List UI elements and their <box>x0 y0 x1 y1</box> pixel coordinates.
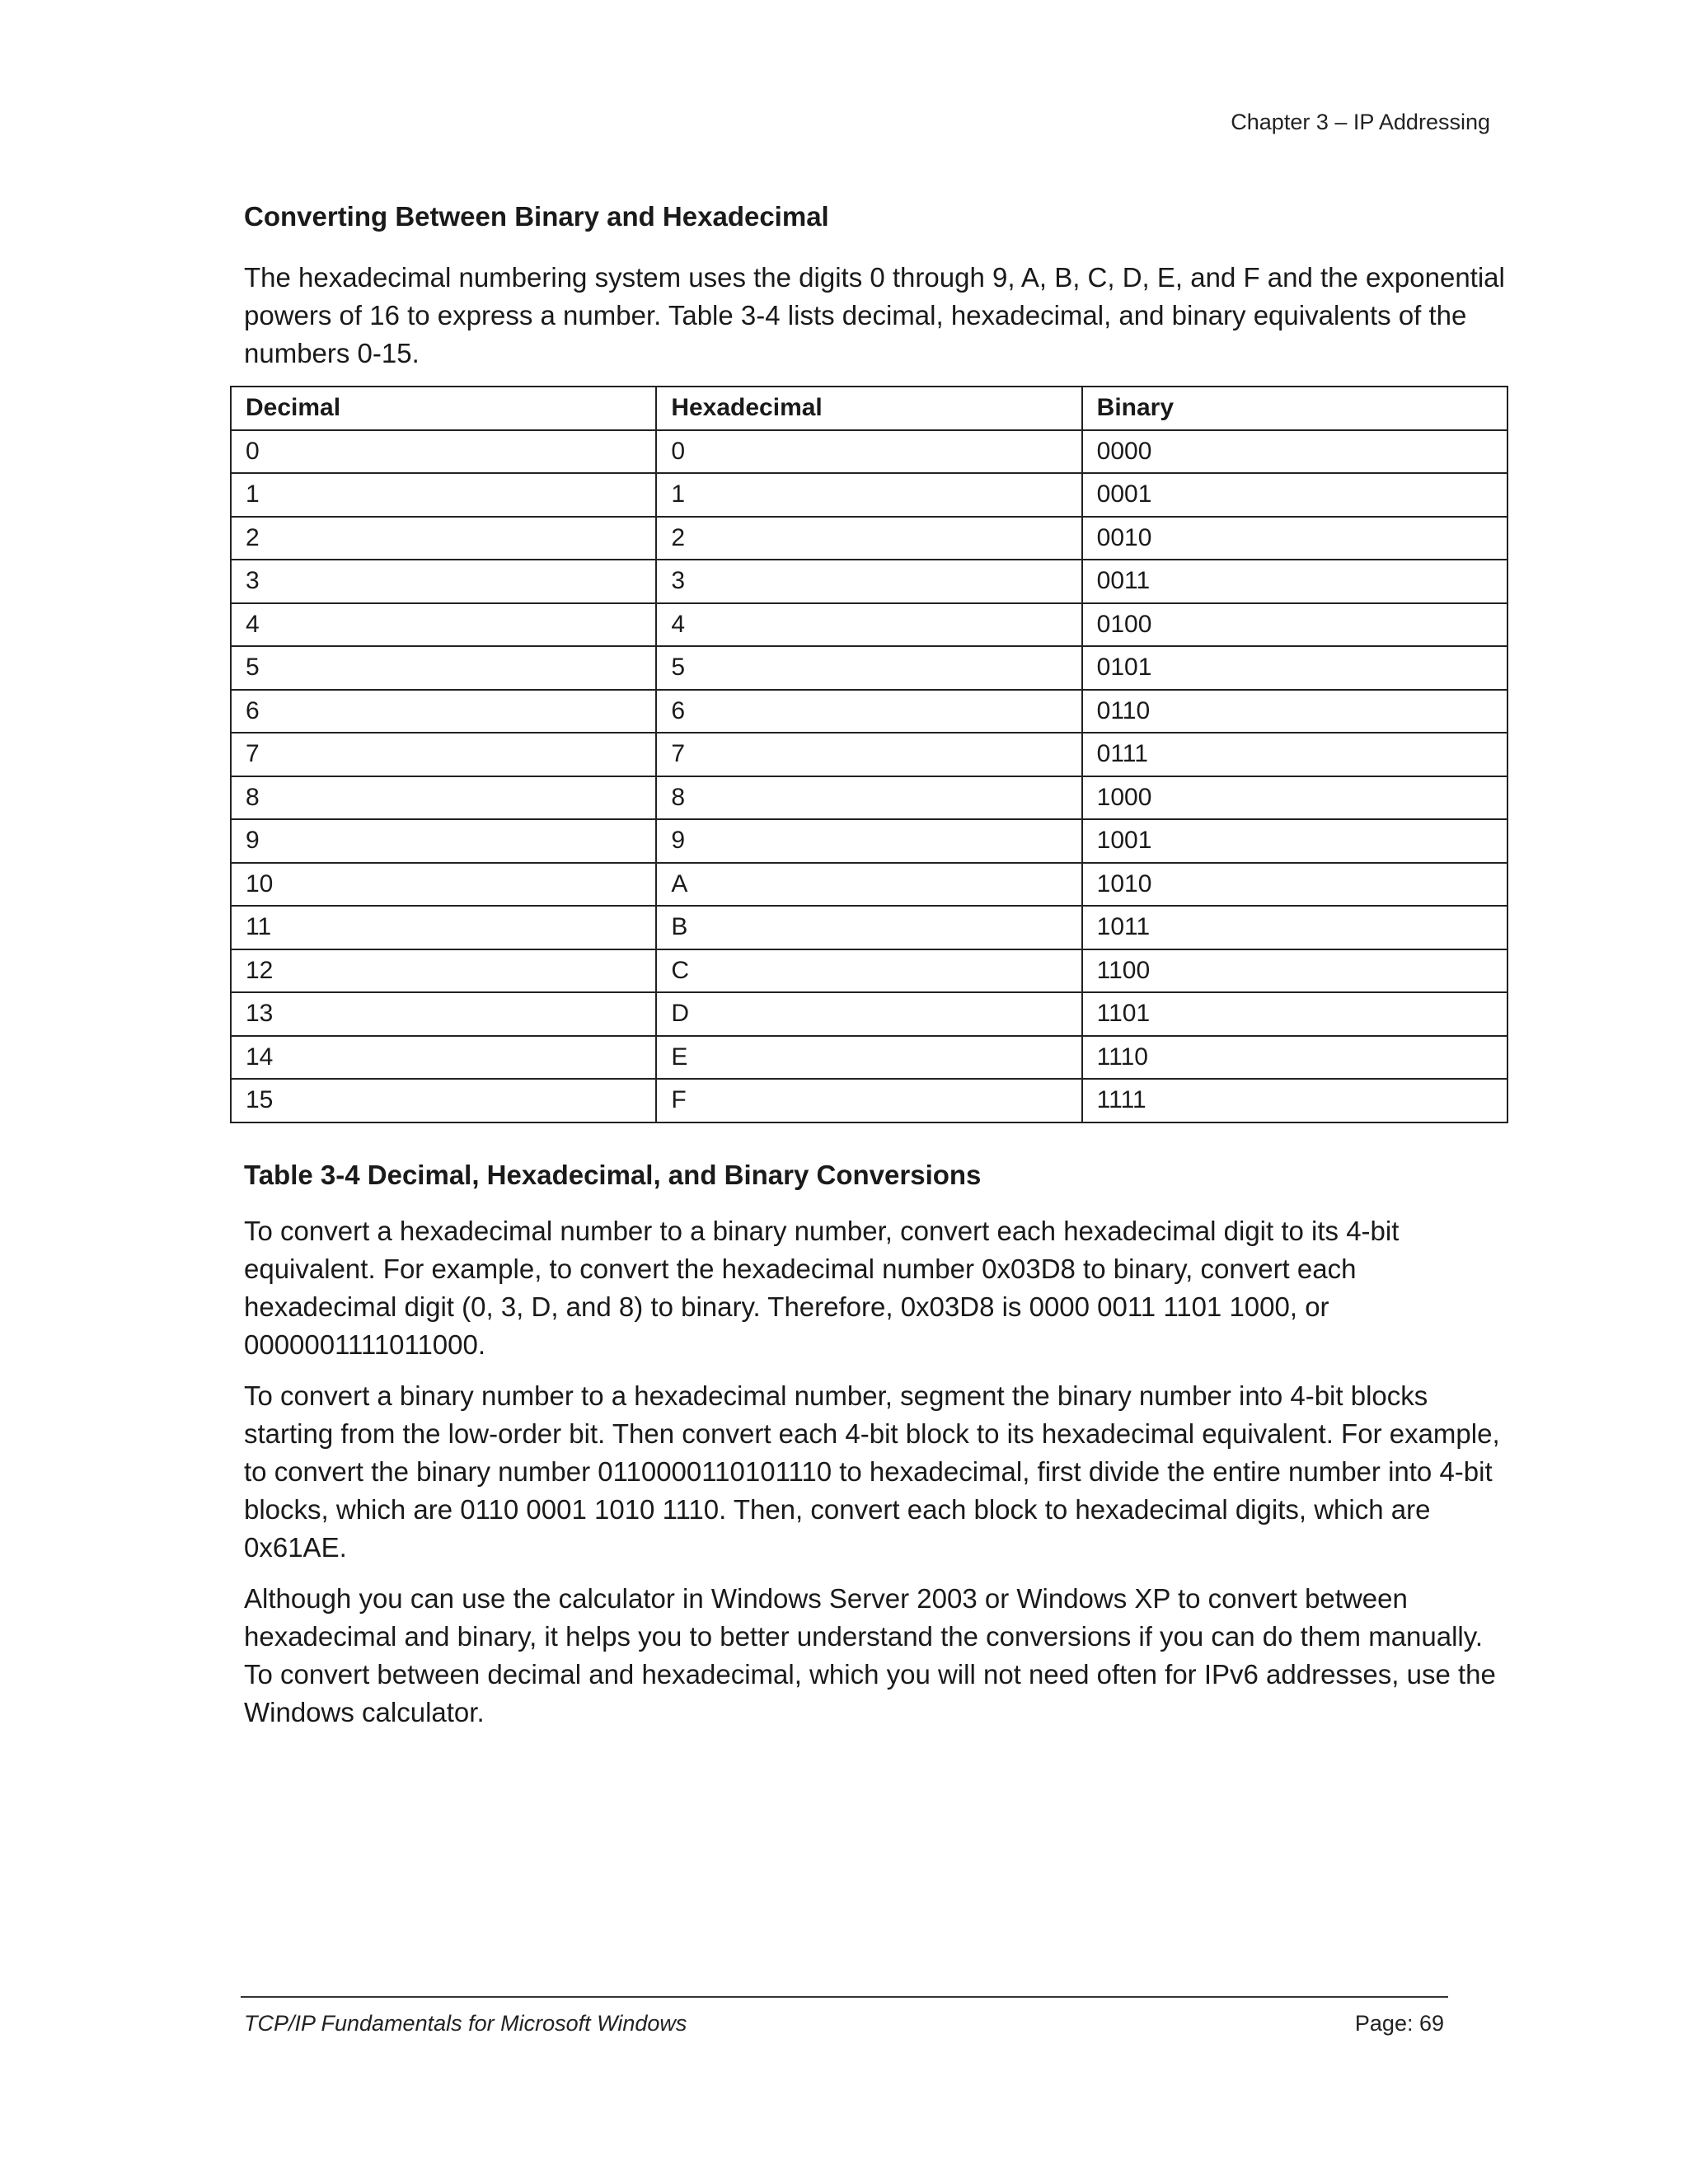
cell-hexadecimal: 0 <box>656 430 1081 474</box>
table-row <box>231 992 1507 1036</box>
page-content <box>244 198 1513 1745</box>
table-body <box>231 430 1507 1122</box>
cell-binary: 0100 <box>1082 603 1507 647</box>
footer-page-number: Page: 69 <box>1354 2011 1444 2036</box>
table-row <box>231 949 1507 993</box>
table-row <box>231 906 1507 949</box>
cell-binary: 1001 <box>1082 819 1507 863</box>
cell-binary: 1100 <box>1082 949 1507 993</box>
cell-binary: 1111 <box>1082 1079 1507 1122</box>
cell-binary: 0001 <box>1082 473 1507 517</box>
table-row <box>231 819 1507 863</box>
cell-binary: 0111 <box>1082 733 1507 776</box>
cell-decimal: 13 <box>231 992 656 1036</box>
table-row <box>231 776 1507 820</box>
table-caption: Table 3-4 Decimal, Hexadecimal, and Binary Conversions <box>244 1159 982 1190</box>
cell-decimal: 6 <box>231 690 656 733</box>
cell-hexadecimal: 3 <box>656 560 1081 603</box>
cell-binary: 0011 <box>1082 560 1507 603</box>
header-hexadecimal: Hexadecimal <box>656 387 1081 430</box>
cell-decimal: 11 <box>231 906 656 949</box>
header-decimal: Decimal <box>231 387 656 430</box>
cell-hexadecimal: C <box>656 949 1081 993</box>
table-row <box>231 1036 1507 1080</box>
table-row <box>231 863 1507 907</box>
cell-binary: 0101 <box>1082 646 1507 690</box>
table-row <box>231 603 1507 647</box>
cell-hexadecimal: 6 <box>656 690 1081 733</box>
calculator-paragraph: Although you can use the calculator in Windows Server 2003 or Windows XP to convert between hexadecimal and binary, it helps you to better understand the conversions if you can do them manually. To convert between decimal and hexadecimal, which you will not need often for IPv6 addresses, use the Windows calculator. <box>244 1582 1496 1727</box>
cell-binary: 0110 <box>1082 690 1507 733</box>
cell-decimal: 15 <box>231 1079 656 1122</box>
cell-hexadecimal: 1 <box>656 473 1081 517</box>
cell-decimal: 14 <box>231 1036 656 1080</box>
cell-binary: 0010 <box>1082 517 1507 560</box>
cell-decimal: 5 <box>231 646 656 690</box>
cell-decimal: 3 <box>231 560 656 603</box>
cell-decimal: 0 <box>231 430 656 474</box>
cell-hexadecimal: A <box>656 863 1081 907</box>
cell-binary: 1101 <box>1082 992 1507 1036</box>
cell-binary: 1011 <box>1082 906 1507 949</box>
cell-hexadecimal: B <box>656 906 1081 949</box>
footer-book-title: TCP/IP Fundamentals for Microsoft Windows <box>244 2011 687 2036</box>
cell-binary: 0000 <box>1082 430 1507 474</box>
table-row <box>231 733 1507 776</box>
table-row <box>231 690 1507 733</box>
cell-binary: 1110 <box>1082 1036 1507 1080</box>
table-row <box>231 517 1507 560</box>
cell-decimal: 8 <box>231 776 656 820</box>
table-row <box>231 1079 1507 1122</box>
table-row <box>231 646 1507 690</box>
binary-to-hex-paragraph: To convert a binary number to a hexadecimal number, segment the binary number into 4-bit blocks starting from the low-order bit. Then convert each 4-bit block to its hexadecimal equivalent. For example, to convert the binary number 0110000110101110 to hexadecimal, first divide the entire number into 4-bit blocks, which are 0110 0001 1010 1110. Then, convert each block to hexadecimal digits, which are 0x61AE. <box>244 1380 1500 1563</box>
cell-hexadecimal: 5 <box>656 646 1081 690</box>
cell-decimal: 12 <box>231 949 656 993</box>
section-title: Converting Between Binary and Hexadecimal <box>244 201 829 232</box>
table-row <box>231 560 1507 603</box>
cell-decimal: 9 <box>231 819 656 863</box>
running-head: Chapter 3 – IP Addressing <box>1231 110 1490 134</box>
conversion-table <box>230 386 1508 1123</box>
cell-binary: 1010 <box>1082 863 1507 907</box>
cell-decimal: 1 <box>231 473 656 517</box>
table-row <box>231 473 1507 517</box>
cell-hexadecimal: 4 <box>656 603 1081 647</box>
cell-hexadecimal: 7 <box>656 733 1081 776</box>
cell-hexadecimal: 8 <box>656 776 1081 820</box>
cell-binary: 1000 <box>1082 776 1507 820</box>
cell-hexadecimal: 2 <box>656 517 1081 560</box>
hex-to-binary-paragraph: To convert a hexadecimal number to a binary number, convert each hexadecimal digit to its 4-bit equivalent. For example, to convert the hexadecimal number 0x03D8 to binary, convert each hexadecimal digit (0, 3, D, and 8) to binary. Therefore, 0x03D8 is 0000 0011 1101 1000, or 0000001111011000. <box>244 1215 1400 1360</box>
cell-hexadecimal: D <box>656 992 1081 1036</box>
cell-decimal: 7 <box>231 733 656 776</box>
cell-decimal: 4 <box>231 603 656 647</box>
intro-paragraph: The hexadecimal numbering system uses the digits 0 through 9, A, B, C, D, E, and F and the exponential powers of 16 to express a number. Table 3-4 lists decimal, hexadecimal, and binary equivalents of the numbers 0-15. <box>244 262 1505 368</box>
table-header-row <box>231 387 1507 430</box>
cell-hexadecimal: E <box>656 1036 1081 1080</box>
cell-decimal: 2 <box>231 517 656 560</box>
cell-hexadecimal: F <box>656 1079 1081 1122</box>
table-row <box>231 430 1507 474</box>
header-binary: Binary <box>1082 387 1507 430</box>
cell-hexadecimal: 9 <box>656 819 1081 863</box>
footer-rule <box>241 1996 1448 1998</box>
cell-decimal: 10 <box>231 863 656 907</box>
